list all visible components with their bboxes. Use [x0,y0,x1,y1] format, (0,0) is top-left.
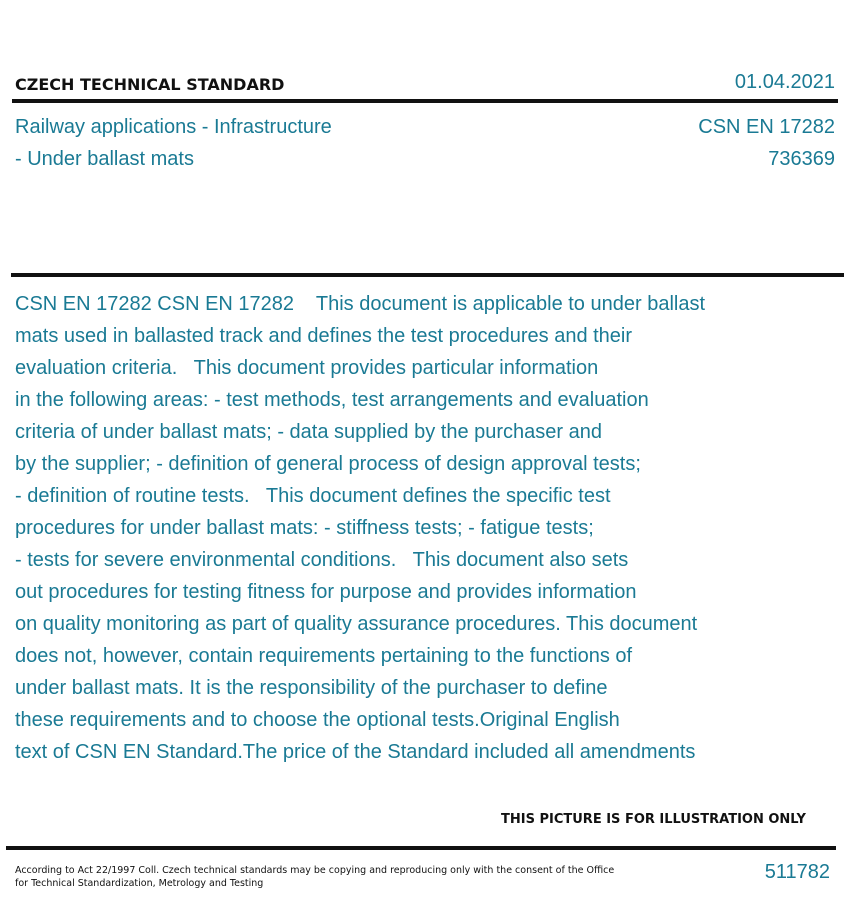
document-id: 511782 [764,861,830,883]
abstract-line: out procedures for testing fitness for purpose and provides information [15,581,637,603]
standard-code: CSN EN 17282 [698,116,835,138]
publication-date: 01.04.2021 [734,71,835,93]
title-line-1: Railway applications - Infrastructure [15,116,332,138]
abstract-line: procedures for under ballast mats: - stiffness tests; - fatigue tests; [15,517,594,539]
title-rule [11,273,844,277]
legal-notice-line-1: According to Act 22/1997 Coll. Czech technical standards may be copying and reproducing only with the consent of the Office [15,865,615,876]
legal-notice-line-2: for Technical Standardization, Metrology and Testing [15,878,264,889]
abstract-line: by the supplier; - definition of general process of design approval tests; [15,453,641,475]
header-rule [12,99,838,103]
abstract-line: - tests for severe environmental conditions. This document also sets [15,549,629,571]
abstract-line: on quality monitoring as part of quality assurance procedures. This document [15,613,698,635]
abstract-line: in the following areas: - test methods, test arrangements and evaluation [15,389,649,411]
abstract-line: criteria of under ballast mats; - data supplied by the purchaser and [15,421,602,443]
abstract-line: these requirements and to choose the optional tests.Original English [15,709,620,731]
illustration-disclaimer: THIS PICTURE IS FOR ILLUSTRATION ONLY [501,812,806,827]
footer-rule [6,846,836,850]
abstract-text [15,288,815,768]
abstract-line: CSN EN 17282 CSN EN 17282 This document is applicable to under ballast [15,293,706,315]
classification-number: 736369 [768,148,835,170]
abstract-line: text of CSN EN Standard.The price of the Standard included all amendments [15,741,696,763]
legal-notice [15,864,614,890]
abstract-line: - definition of routine tests. This document defines the specific test [15,485,611,507]
abstract-line: evaluation criteria. This document provides particular information [15,357,599,379]
abstract-line: under ballast mats. It is the responsibility of the purchaser to define [15,677,608,699]
standard-type-label: CZECH TECHNICAL STANDARD [15,75,285,94]
title-line-2: - Under ballast mats [15,148,194,170]
abstract-line: mats used in ballasted track and defines the test procedures and their [15,325,633,347]
abstract-line: does not, however, contain requirements pertaining to the functions of [15,645,633,667]
